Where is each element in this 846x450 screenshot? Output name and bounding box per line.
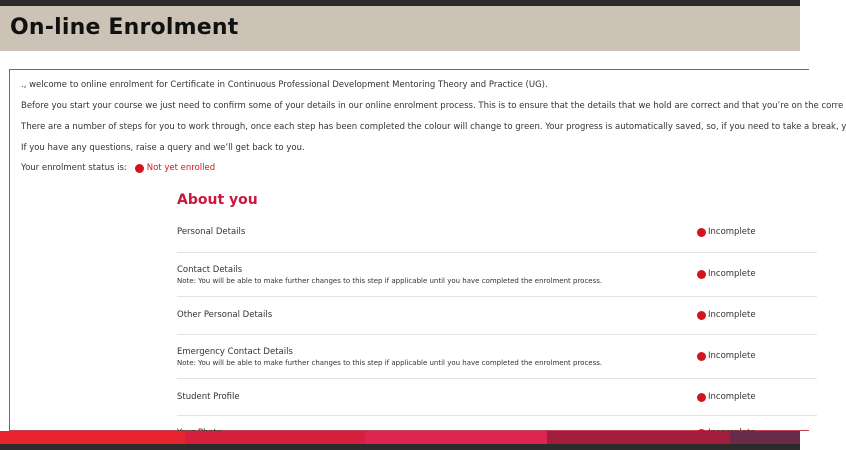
before-text: Before you start your course we just need to confirm some of your details in our online enrolment process. This is to ensure that the details that we hold are correct and that you’re on the corre	[21, 101, 844, 111]
steps-list	[177, 213, 817, 446]
step-note: Note: You will be able to make further changes to this step if applicable until you have completed the enrolment process.	[177, 359, 603, 367]
step-status	[697, 351, 756, 361]
step-row[interactable]	[177, 213, 817, 253]
step-name[interactable]: Student Profile	[177, 392, 240, 402]
page-title: On-line Enrolment	[10, 15, 239, 40]
page-header	[0, 6, 800, 51]
stripe-segment	[547, 431, 730, 444]
brand-stripe	[0, 431, 800, 444]
enrolment-panel	[9, 69, 846, 431]
section-title: About you	[177, 192, 258, 208]
step-note: Note: You will be able to make further changes to this step if applicable until you have completed the enrolment process.	[177, 277, 603, 285]
status-dot-icon	[697, 393, 706, 402]
bottom-bar	[0, 444, 800, 450]
step-status-label: Incomplete	[708, 310, 756, 320]
step-status-label: Incomplete	[708, 351, 756, 361]
step-status	[697, 310, 756, 320]
step-row[interactable]	[177, 253, 817, 297]
stripe-segment	[730, 431, 800, 444]
step-status	[697, 227, 756, 237]
step-status-label: Incomplete	[708, 269, 756, 279]
stripe-segment	[185, 431, 365, 444]
status-dot-icon	[697, 228, 706, 237]
step-name[interactable]: Contact Details	[177, 265, 243, 275]
status-value: Not yet enrolled	[146, 163, 216, 173]
step-name[interactable]: Emergency Contact Details	[177, 347, 293, 357]
step-row[interactable]	[177, 297, 817, 335]
step-row[interactable]	[177, 335, 817, 379]
welcome-text: ., welcome to online enrolment for Certificate in Continuous Professional Development Mentoring Theory and Practice (UG).	[21, 80, 548, 90]
step-name[interactable]: Personal Details	[177, 227, 246, 237]
status-dot-icon	[697, 270, 706, 279]
stripe-segment	[0, 431, 185, 444]
step-status	[697, 392, 756, 402]
steps-info-text: There are a number of steps for you to work through, once each step has been completed the colour will change to green. Your progress is automatically saved, so, if you need to take a break, y	[21, 122, 846, 132]
step-status-label: Incomplete	[708, 392, 756, 402]
step-status-label: Incomplete	[708, 227, 756, 237]
status-dot-icon	[135, 164, 144, 173]
step-name[interactable]: Other Personal Details	[177, 310, 273, 320]
stripe-segment	[365, 431, 547, 444]
status-dot-icon	[697, 352, 706, 361]
enrolment-status	[21, 163, 215, 173]
status-label: Your enrolment status is:	[21, 163, 127, 173]
step-status	[697, 269, 756, 279]
questions-text: If you have any questions, raise a query and we’ll get back to you.	[21, 143, 305, 153]
step-row[interactable]	[177, 379, 817, 416]
status-dot-icon	[697, 311, 706, 320]
